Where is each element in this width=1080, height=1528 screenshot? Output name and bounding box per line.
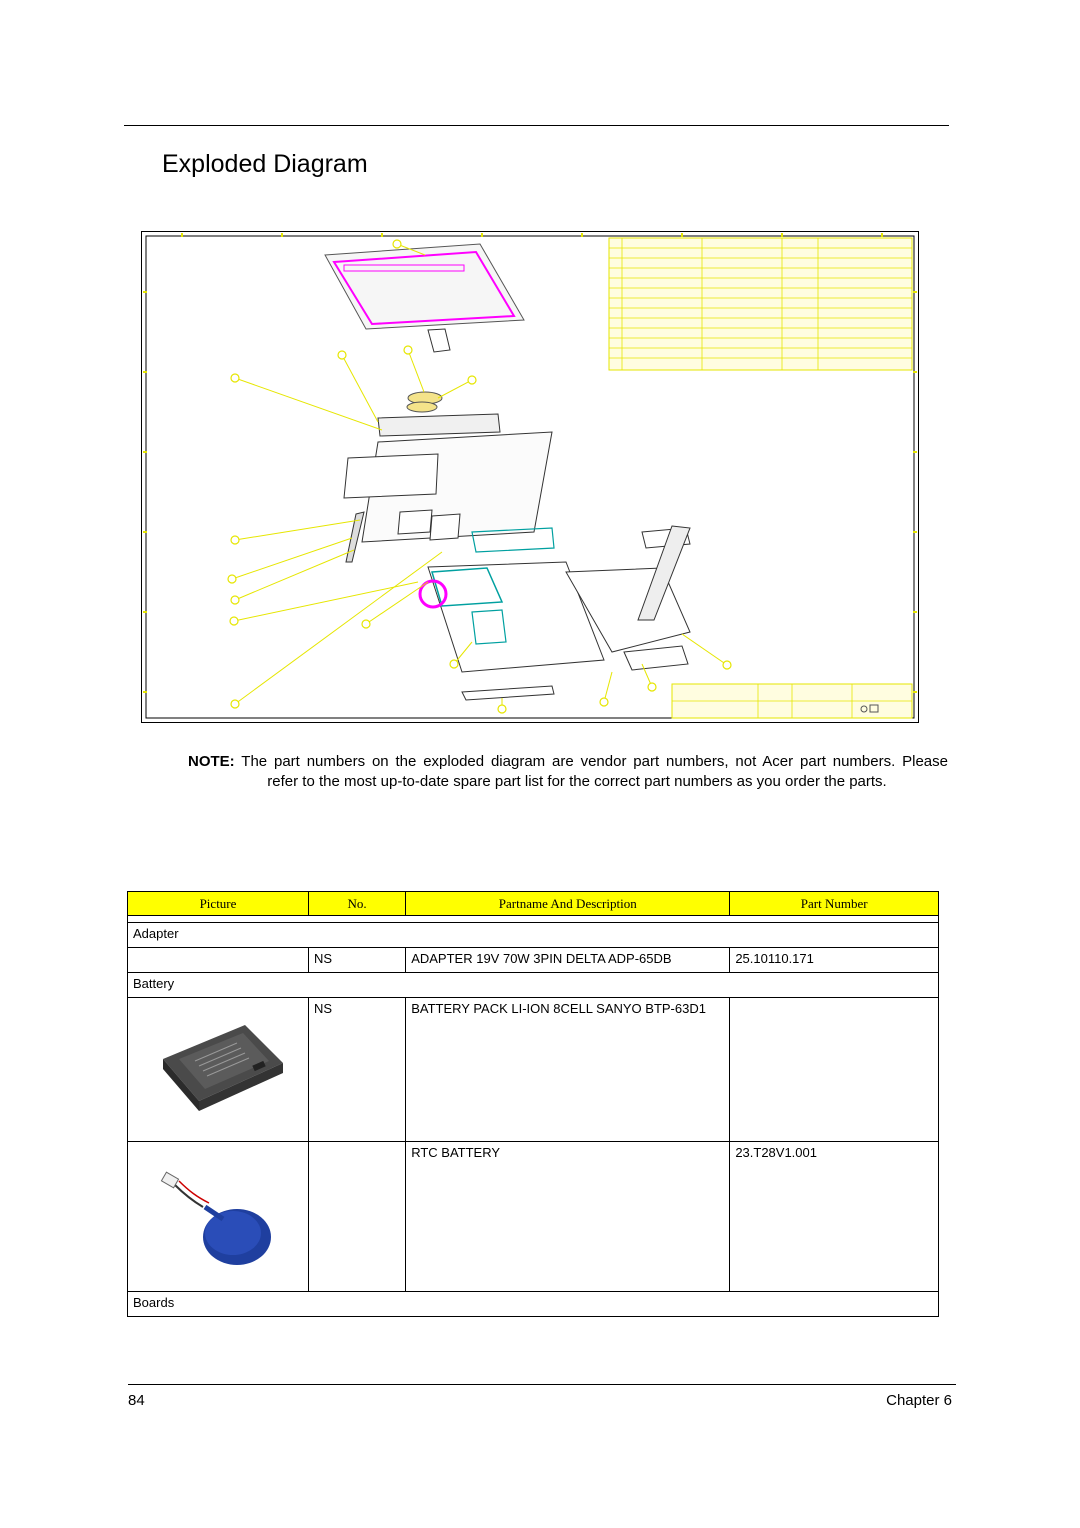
note-text-1: The part numbers on the exploded diagram are vendor part numbers, not Acer part numbers. Please <box>241 753 948 770</box>
section-title: Exploded Diagram <box>162 150 368 178</box>
group-row-battery <box>128 973 939 998</box>
table-row <box>128 998 939 1142</box>
group-row-boards <box>128 1292 939 1317</box>
parts-table <box>127 891 939 1317</box>
note-label: NOTE: <box>188 753 235 770</box>
note-paragraph <box>188 752 948 792</box>
exploded-diagram <box>141 231 919 723</box>
description-cell: RTC BATTERY <box>406 1142 730 1292</box>
note-text-2: refer to the most up-to-date spare part list for the correct part numbers as you order the parts. <box>267 773 887 790</box>
picture-cell <box>128 998 309 1142</box>
no-cell: NS <box>309 948 406 973</box>
page-number: 84 <box>128 1392 145 1409</box>
picture-cell <box>128 948 309 973</box>
group-label-battery: Battery <box>128 973 939 998</box>
table-row <box>128 1142 939 1292</box>
header-no: No. <box>309 892 406 916</box>
header-description: Partname And Description <box>406 892 730 916</box>
table-row <box>128 948 939 973</box>
no-cell: NS <box>309 998 406 1142</box>
description-cell: ADAPTER 19V 70W 3PIN DELTA ADP-65DB <box>406 948 730 973</box>
note-line-1 <box>188 752 948 772</box>
footer-rule <box>128 1384 956 1385</box>
table-spacer-row <box>128 916 939 923</box>
part-number-cell: 25.10110.171 <box>730 948 939 973</box>
part-number-cell: 23.T28V1.001 <box>730 1142 939 1292</box>
description-cell: BATTERY PACK LI-ION 8CELL SANYO BTP-63D1 <box>406 998 730 1142</box>
header-rule <box>124 125 949 126</box>
exploded-diagram-drawing <box>142 232 918 722</box>
group-label-adapter: Adapter <box>128 923 939 948</box>
header-picture: Picture <box>128 892 309 916</box>
group-label-boards: Boards <box>128 1292 939 1317</box>
rtc-battery-image <box>133 1145 303 1285</box>
no-cell <box>309 1142 406 1292</box>
picture-cell <box>128 1142 309 1292</box>
group-row-adapter <box>128 923 939 948</box>
chapter-label: Chapter 6 <box>886 1392 952 1409</box>
table-header-row <box>128 892 939 916</box>
header-part-number: Part Number <box>730 892 939 916</box>
part-number-cell <box>730 998 939 1142</box>
battery-pack-image <box>133 1001 303 1135</box>
